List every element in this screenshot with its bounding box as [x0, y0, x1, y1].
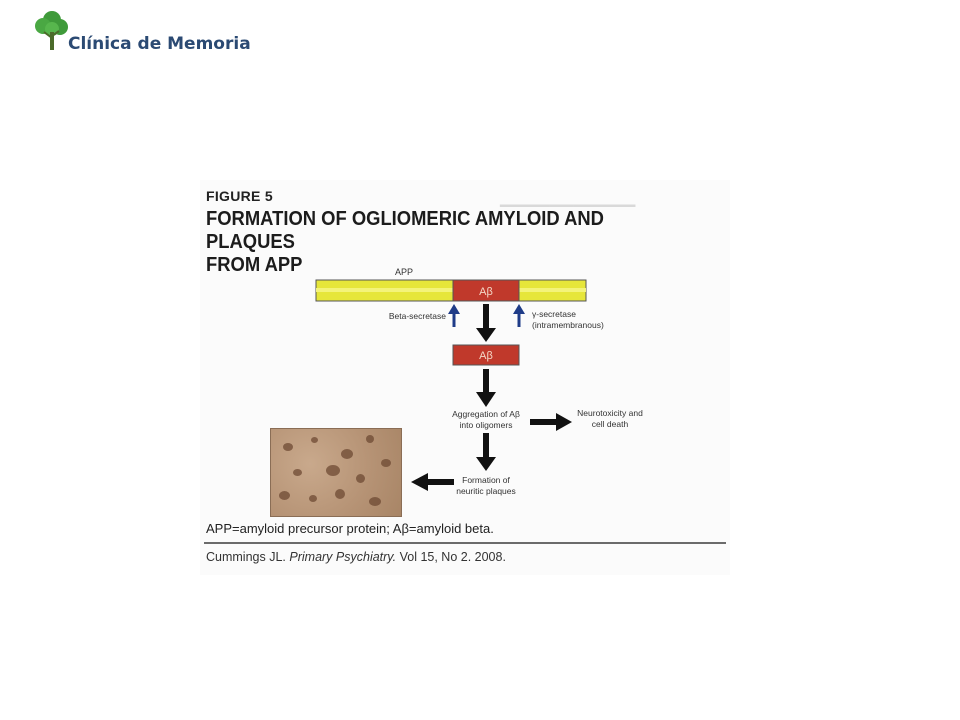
gamma-secretase-label-line-1: γ-secretase	[532, 309, 576, 319]
abeta-segment-label: Aβ	[479, 286, 493, 298]
citation-details: Vol 15, No 2. 2008.	[399, 550, 506, 564]
logo-text: Clínica de Memoria	[68, 34, 251, 54]
figure-label: FIGURE 5	[206, 188, 273, 204]
plaque-image-arrow	[411, 473, 454, 491]
aggregation-label-line-2: into oligomers	[459, 420, 513, 430]
citation-author: Cummings JL.	[206, 550, 286, 564]
aggregation-label-line-1: Aggregation of Aβ	[452, 409, 520, 419]
neurotoxicity-arrow	[530, 413, 572, 431]
neurotoxicity-label-line-1: Neurotoxicity and	[577, 408, 643, 418]
clinic-logo	[30, 6, 270, 56]
bleed-through-text: ▁▁▁▁▁▁▁▁▁▁▁	[500, 190, 636, 207]
cleavage-arrow	[476, 304, 496, 342]
figure-title-line-2: FROM APP	[206, 254, 303, 276]
app-label: APP	[395, 267, 414, 277]
plaque-micrograph	[270, 428, 402, 517]
gamma-secretase-label-line-2: (intramembranous)	[532, 320, 604, 330]
app-bar-stripe	[316, 288, 586, 292]
beta-secretase-label: Beta-secretase	[388, 311, 446, 321]
plaques-label-line-2: neuritic plaques	[456, 486, 516, 496]
figure-citation	[206, 550, 506, 564]
neurotoxicity-label-line-2: cell death	[591, 419, 629, 429]
abeta-fragment-label: Aβ	[479, 350, 493, 362]
plaque-formation-arrow	[476, 433, 496, 471]
gamma-secretase-arrow	[513, 304, 525, 327]
figure-caption: APP=amyloid precursor protein; Aβ=amyloid beta.	[206, 521, 494, 536]
caption-divider	[204, 542, 726, 544]
plaques-label-line-1: Formation of	[462, 475, 510, 485]
citation-journal: Primary Psychiatry.	[289, 550, 397, 564]
aggregation-arrow	[476, 369, 496, 407]
figure-panel	[200, 180, 730, 575]
figure-title-line-1: FORMATION OF OGLIOMERIC AMYLOID AND PLAQUES	[206, 208, 604, 253]
beta-secretase-arrow	[448, 304, 460, 327]
